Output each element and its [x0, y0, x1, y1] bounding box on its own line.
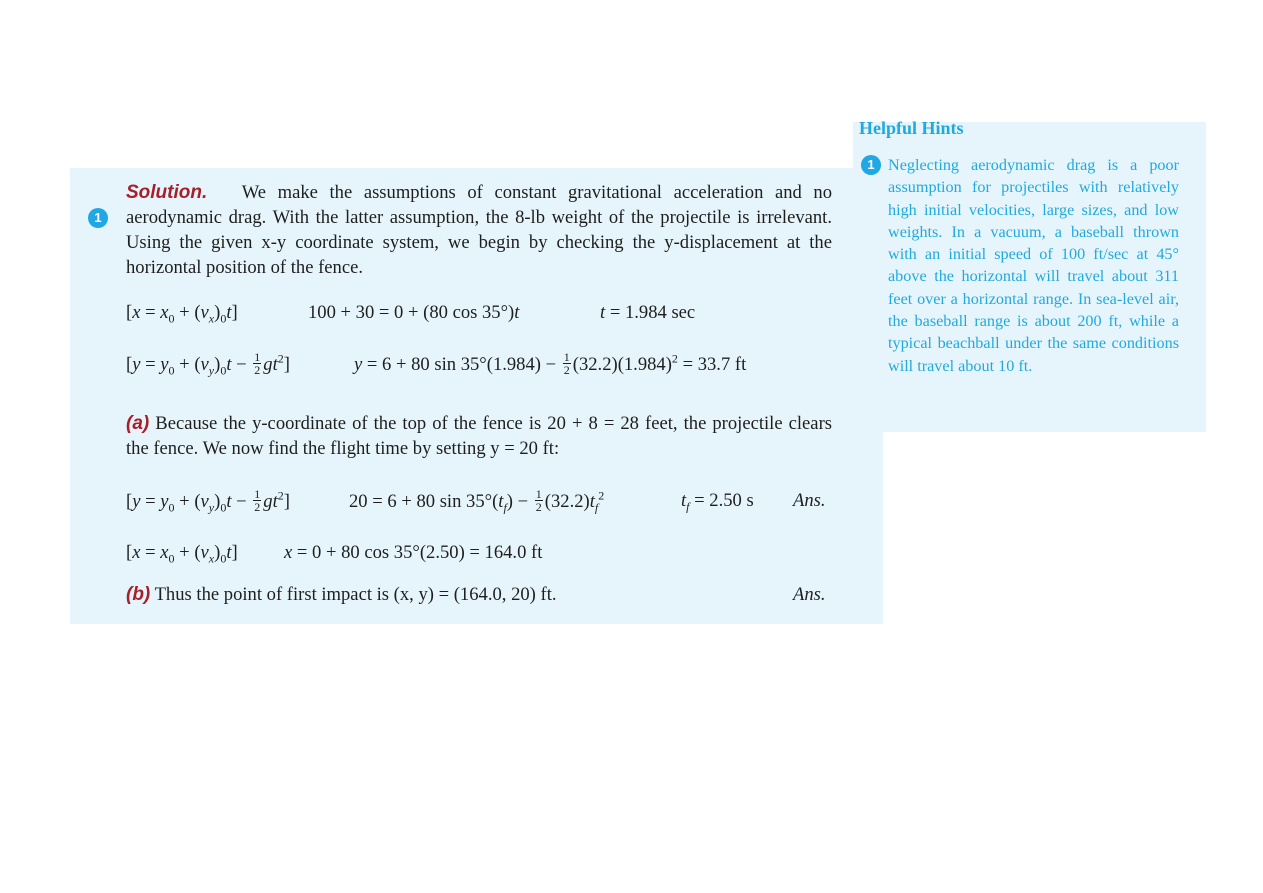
- part-a-text: [126, 411, 832, 461]
- solution-intro: [126, 180, 832, 280]
- equation-3-result: $t_f = 2.50$ s: [681, 490, 754, 514]
- part-b-body: Thus the point of first impact is (x, y) = (164.0, 20) ft.: [154, 584, 557, 605]
- part-b-text: [126, 582, 846, 607]
- part-b-ans: Ans.: [793, 584, 826, 605]
- equation-1-work: 100 + 30 = 0 + (80 cos 35°)t: [308, 302, 520, 323]
- equation-4-law: $[x = x_0 + (v_x)_0t]$: [126, 542, 238, 566]
- hint-marker-1: 1: [861, 155, 881, 175]
- hint-1-text: Neglecting aerodynamic drag is a poor assumption for projectiles with relatively high initial velocities, large sizes, and low weights. In a vacuum, a baseball thrown with an initial speed of 100 ft/sec at 45° above the horizontal will travel about 311 feet over a horizontal range. In sea-level air, the baseball range is about 200 ft, while a typical beachball under the same conditions will travel about 10 ft.: [888, 156, 1179, 375]
- solution-heading: Solution.: [126, 182, 208, 203]
- equation-2: [126, 350, 846, 379]
- equation-1-law: $[x = x_0 + (v_x)_0t]$: [126, 302, 238, 326]
- equation-4: [126, 542, 846, 568]
- equation-2-law: [$y = y_0 + (v_y)_0t$ − $\frac{1}{2}$ $gt^2$]: [126, 350, 290, 378]
- equation-4-work: x = 0 + 80 cos 35°(2.50) = 164.0 ft: [284, 542, 543, 563]
- part-a-body: Because the y-coordinate of the top of the fence is 20 + 8 = 28 feet, the projectile clears the fence. We now find the flight time by setting y = 20 ft:: [126, 413, 832, 459]
- part-b-label: (b): [126, 584, 151, 605]
- equation-1: [126, 302, 846, 328]
- equation-3-ans: Ans.: [793, 490, 826, 511]
- note-marker-1: 1: [88, 208, 108, 228]
- equation-1-result: t = 1.984 sec: [600, 302, 696, 323]
- part-a-label: (a): [126, 413, 150, 434]
- equation-3-law: [$y = y_0 + (v_y)_0t$ − $\frac{1}{2}$ $gt^2$]: [126, 487, 290, 515]
- equation-3-work: 20 = 6 + 80 $\sin 35^\circ(t_f)$ − $\frac{1}{2}$ $(32.2)t_f^2$: [349, 487, 605, 515]
- equation-2-work: y = 6 + 80 sin 35°(1.984) − $\frac{1}{2}$ $(32.2)(1.984)^2 = 33.7$ ft: [354, 350, 747, 377]
- equation-3: [126, 487, 846, 516]
- hints-title: Helpful Hints: [859, 118, 964, 138]
- solution-intro-text: We make the assumptions of constant gravitational acceleration and no aerodynamic drag. With the latter assumption, the 8-lb weight of the projectile is irrelevant. Using the given x-y coordinate system, we begin by checking the y-displacement at the horizontal position of the fence.: [126, 182, 833, 278]
